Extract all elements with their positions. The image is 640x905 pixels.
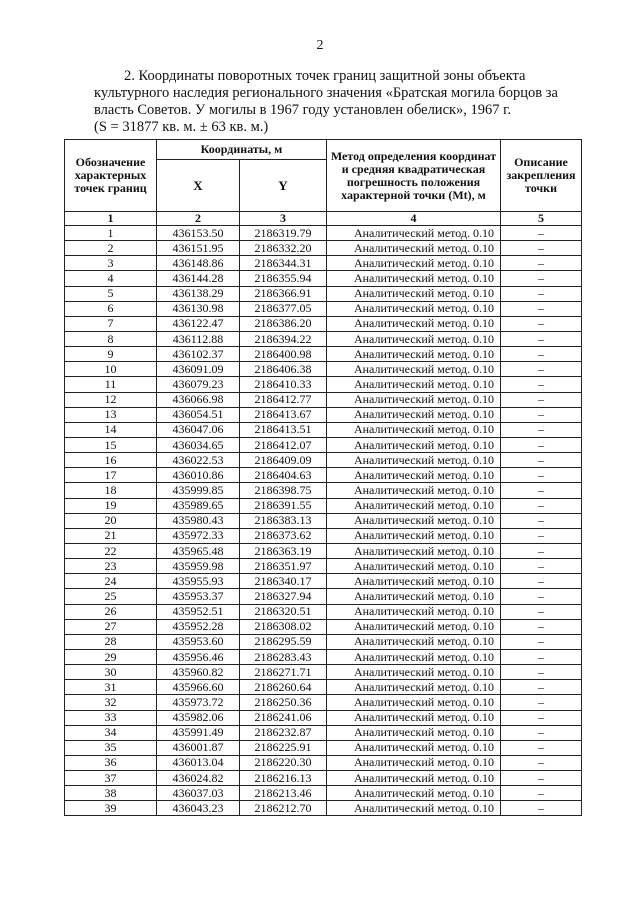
point-number-cell: 28: [65, 634, 157, 649]
y-coordinate-cell: 2186386.20: [240, 316, 327, 331]
method-cell: Аналитический метод. 0.10: [327, 619, 501, 634]
method-cell: Аналитический метод. 0.10: [327, 786, 501, 801]
description-cell: –: [501, 801, 582, 816]
description-cell: –: [501, 604, 582, 619]
point-number-cell: 24: [65, 574, 157, 589]
point-number-cell: 11: [65, 377, 157, 392]
x-coordinate-cell: 436022.53: [157, 453, 240, 468]
point-number-cell: 13: [65, 407, 157, 422]
method-cell: Аналитический метод. 0.10: [327, 725, 501, 740]
description-cell: –: [501, 498, 582, 513]
point-number-cell: 7: [65, 316, 157, 331]
y-coordinate-cell: 2186241.06: [240, 710, 327, 725]
method-cell: Аналитический метод. 0.10: [327, 755, 501, 770]
column-number: 1: [65, 212, 157, 226]
y-coordinate-cell: 2186225.91: [240, 740, 327, 755]
method-cell: Аналитический метод. 0.10: [327, 665, 501, 680]
description-cell: –: [501, 695, 582, 710]
x-coordinate-cell: 435952.28: [157, 619, 240, 634]
method-cell: Аналитический метод. 0.10: [327, 559, 501, 574]
point-number-cell: 22: [65, 543, 157, 558]
point-number-cell: 31: [65, 680, 157, 695]
method-cell: Аналитический метод. 0.10: [327, 316, 501, 331]
y-coordinate-cell: 2186340.17: [240, 574, 327, 589]
description-cell: –: [501, 771, 582, 786]
table-row: [65, 256, 582, 271]
point-number-cell: 19: [65, 498, 157, 513]
table-row: [65, 755, 582, 770]
description-cell: –: [501, 422, 582, 437]
y-coordinate-cell: 2186320.51: [240, 604, 327, 619]
table-row: [65, 786, 582, 801]
point-number-cell: 1: [65, 226, 157, 241]
header-x: X: [157, 160, 240, 212]
y-coordinate-cell: 2186232.87: [240, 725, 327, 740]
heading-line-2: культурного наследия регионального значения «Братская могила борцов за: [94, 85, 558, 101]
y-coordinate-cell: 2186410.33: [240, 377, 327, 392]
description-cell: –: [501, 710, 582, 725]
method-cell: Аналитический метод. 0.10: [327, 286, 501, 301]
point-number-cell: 30: [65, 665, 157, 680]
point-number-cell: 18: [65, 483, 157, 498]
y-coordinate-cell: 2186363.19: [240, 543, 327, 558]
table-row: [65, 574, 582, 589]
x-coordinate-cell: 435972.33: [157, 528, 240, 543]
table-row: [65, 528, 582, 543]
method-cell: Аналитический метод. 0.10: [327, 407, 501, 422]
y-coordinate-cell: 2186344.31: [240, 256, 327, 271]
description-cell: –: [501, 559, 582, 574]
x-coordinate-cell: 436153.50: [157, 226, 240, 241]
description-cell: –: [501, 786, 582, 801]
table-row: [65, 740, 582, 755]
description-cell: –: [501, 362, 582, 377]
x-coordinate-cell: 435966.60: [157, 680, 240, 695]
point-number-cell: 20: [65, 513, 157, 528]
x-coordinate-cell: 435999.85: [157, 483, 240, 498]
description-cell: –: [501, 619, 582, 634]
x-coordinate-cell: 436130.98: [157, 301, 240, 316]
x-coordinate-cell: 435952.51: [157, 604, 240, 619]
x-coordinate-cell: 436001.87: [157, 740, 240, 755]
table-row: [65, 392, 582, 407]
x-coordinate-cell: 435965.48: [157, 543, 240, 558]
point-number-cell: 15: [65, 437, 157, 452]
description-cell: –: [501, 437, 582, 452]
description-cell: –: [501, 680, 582, 695]
point-number-cell: 23: [65, 559, 157, 574]
y-coordinate-cell: 2186391.55: [240, 498, 327, 513]
description-cell: –: [501, 528, 582, 543]
y-coordinate-cell: 2186406.38: [240, 362, 327, 377]
coordinates-table: [64, 139, 582, 816]
header-coordinates: Координаты, м: [157, 140, 327, 160]
y-coordinate-cell: 2186295.59: [240, 634, 327, 649]
x-coordinate-cell: 436013.04: [157, 755, 240, 770]
table-row: [65, 543, 582, 558]
y-coordinate-cell: 2186400.98: [240, 347, 327, 362]
y-coordinate-cell: 2186412.77: [240, 392, 327, 407]
table-row: [65, 331, 582, 346]
table-row: [65, 241, 582, 256]
description-cell: –: [501, 649, 582, 664]
method-cell: Аналитический метод. 0.10: [327, 695, 501, 710]
y-coordinate-cell: 2186271.71: [240, 665, 327, 680]
y-coordinate-cell: 2186355.94: [240, 271, 327, 286]
method-cell: Аналитический метод. 0.10: [327, 271, 501, 286]
method-cell: Аналитический метод. 0.10: [327, 347, 501, 362]
point-number-cell: 29: [65, 649, 157, 664]
description-cell: –: [501, 589, 582, 604]
header-y: Y: [240, 160, 327, 212]
point-number-cell: 32: [65, 695, 157, 710]
x-coordinate-cell: 435953.60: [157, 634, 240, 649]
table-row: [65, 226, 582, 241]
table-row: [65, 377, 582, 392]
description-cell: –: [501, 331, 582, 346]
description-cell: –: [501, 468, 582, 483]
y-coordinate-cell: 2186212.70: [240, 801, 327, 816]
table-row: [65, 286, 582, 301]
method-cell: Аналитический метод. 0.10: [327, 498, 501, 513]
table-row: [65, 619, 582, 634]
column-number: 5: [501, 212, 582, 226]
point-number-cell: 12: [65, 392, 157, 407]
heading-line-4: (S = 31877 кв. м. ± 63 кв. м.): [94, 119, 269, 135]
x-coordinate-cell: 436122.47: [157, 316, 240, 331]
x-coordinate-cell: 435953.37: [157, 589, 240, 604]
table-row: [65, 649, 582, 664]
method-cell: Аналитический метод. 0.10: [327, 422, 501, 437]
point-number-cell: 17: [65, 468, 157, 483]
table-row: [65, 680, 582, 695]
description-cell: –: [501, 392, 582, 407]
description-cell: –: [501, 226, 582, 241]
method-cell: Аналитический метод. 0.10: [327, 771, 501, 786]
y-coordinate-cell: 2186412.07: [240, 437, 327, 452]
method-cell: Аналитический метод. 0.10: [327, 437, 501, 452]
point-number-cell: 3: [65, 256, 157, 271]
table-row: [65, 437, 582, 452]
description-cell: –: [501, 453, 582, 468]
method-cell: Аналитический метод. 0.10: [327, 331, 501, 346]
table-row: [65, 559, 582, 574]
point-number-cell: 16: [65, 453, 157, 468]
method-cell: Аналитический метод. 0.10: [327, 589, 501, 604]
x-coordinate-cell: 435991.49: [157, 725, 240, 740]
y-coordinate-cell: 2186377.05: [240, 301, 327, 316]
description-cell: –: [501, 543, 582, 558]
point-number-cell: 33: [65, 710, 157, 725]
method-cell: Аналитический метод. 0.10: [327, 453, 501, 468]
description-cell: –: [501, 347, 582, 362]
table-row: [65, 513, 582, 528]
x-coordinate-cell: 436102.37: [157, 347, 240, 362]
point-number-cell: 2: [65, 241, 157, 256]
method-cell: Аналитический метод. 0.10: [327, 392, 501, 407]
table-row: [65, 589, 582, 604]
table-row: [65, 407, 582, 422]
table-row: [65, 725, 582, 740]
x-coordinate-cell: 435955.93: [157, 574, 240, 589]
x-coordinate-cell: 436138.29: [157, 286, 240, 301]
x-coordinate-cell: 436034.65: [157, 437, 240, 452]
method-cell: Аналитический метод. 0.10: [327, 543, 501, 558]
method-cell: Аналитический метод. 0.10: [327, 513, 501, 528]
table-row: [65, 634, 582, 649]
description-cell: –: [501, 725, 582, 740]
description-cell: –: [501, 513, 582, 528]
table-row: [65, 422, 582, 437]
x-coordinate-cell: 435989.65: [157, 498, 240, 513]
table-row: [65, 271, 582, 286]
point-number-cell: 35: [65, 740, 157, 755]
y-coordinate-cell: 2186213.46: [240, 786, 327, 801]
description-cell: –: [501, 377, 582, 392]
header-description: Описание закрепления точки: [501, 140, 582, 212]
x-coordinate-cell: 436151.95: [157, 241, 240, 256]
table-row: [65, 498, 582, 513]
table-row: [65, 483, 582, 498]
x-coordinate-cell: 435956.46: [157, 649, 240, 664]
y-coordinate-cell: 2186327.94: [240, 589, 327, 604]
table-row: [65, 468, 582, 483]
x-coordinate-cell: 436024.82: [157, 771, 240, 786]
y-coordinate-cell: 2186366.91: [240, 286, 327, 301]
y-coordinate-cell: 2186409.09: [240, 453, 327, 468]
description-cell: –: [501, 256, 582, 271]
x-coordinate-cell: 436037.03: [157, 786, 240, 801]
point-number-cell: 34: [65, 725, 157, 740]
method-cell: Аналитический метод. 0.10: [327, 226, 501, 241]
y-coordinate-cell: 2186398.75: [240, 483, 327, 498]
x-coordinate-cell: 435973.72: [157, 695, 240, 710]
description-cell: –: [501, 634, 582, 649]
table-row: [65, 665, 582, 680]
y-coordinate-cell: 2186250.36: [240, 695, 327, 710]
point-number-cell: 26: [65, 604, 157, 619]
y-coordinate-cell: 2186394.22: [240, 331, 327, 346]
column-number: 3: [240, 212, 327, 226]
y-coordinate-cell: 2186351.97: [240, 559, 327, 574]
heading-line-3: власть Советов. У могилы в 1967 году установлен обелиск», 1967 г.: [94, 102, 512, 118]
y-coordinate-cell: 2186319.79: [240, 226, 327, 241]
y-coordinate-cell: 2186413.67: [240, 407, 327, 422]
table-row: [65, 453, 582, 468]
description-cell: –: [501, 665, 582, 680]
x-coordinate-cell: 435959.98: [157, 559, 240, 574]
point-number-cell: 8: [65, 331, 157, 346]
point-number-cell: 6: [65, 301, 157, 316]
point-number-cell: 37: [65, 771, 157, 786]
y-coordinate-cell: 2186308.02: [240, 619, 327, 634]
section-heading: [94, 68, 576, 136]
table-row: [65, 301, 582, 316]
method-cell: Аналитический метод. 0.10: [327, 377, 501, 392]
column-number: 2: [157, 212, 240, 226]
point-number-cell: 38: [65, 786, 157, 801]
x-coordinate-cell: 435960.82: [157, 665, 240, 680]
x-coordinate-cell: 436112.88: [157, 331, 240, 346]
description-cell: –: [501, 740, 582, 755]
y-coordinate-cell: 2186283.43: [240, 649, 327, 664]
x-coordinate-cell: 435980.43: [157, 513, 240, 528]
table-row: [65, 362, 582, 377]
point-number-cell: 25: [65, 589, 157, 604]
column-number: 4: [327, 212, 501, 226]
y-coordinate-cell: 2186260.64: [240, 680, 327, 695]
method-cell: Аналитический метод. 0.10: [327, 362, 501, 377]
description-cell: –: [501, 286, 582, 301]
table-body: [65, 226, 582, 816]
description-cell: –: [501, 407, 582, 422]
description-cell: –: [501, 301, 582, 316]
x-coordinate-cell: 436144.28: [157, 271, 240, 286]
method-cell: Аналитический метод. 0.10: [327, 574, 501, 589]
description-cell: –: [501, 755, 582, 770]
method-cell: Аналитический метод. 0.10: [327, 680, 501, 695]
description-cell: –: [501, 241, 582, 256]
table-row: [65, 316, 582, 331]
x-coordinate-cell: 436091.09: [157, 362, 240, 377]
method-cell: Аналитический метод. 0.10: [327, 604, 501, 619]
point-number-cell: 10: [65, 362, 157, 377]
method-cell: Аналитический метод. 0.10: [327, 528, 501, 543]
table-row: [65, 604, 582, 619]
page-number: 2: [316, 38, 324, 53]
table-row: [65, 347, 582, 362]
description-cell: –: [501, 271, 582, 286]
description-cell: –: [501, 483, 582, 498]
table-row: [65, 695, 582, 710]
x-coordinate-cell: 436148.86: [157, 256, 240, 271]
method-cell: Аналитический метод. 0.10: [327, 483, 501, 498]
x-coordinate-cell: 436079.23: [157, 377, 240, 392]
header-method: Метод определения координат и средняя квадратическая погрешность положения характерной точки (Mt), м: [327, 140, 501, 212]
y-coordinate-cell: 2186404.63: [240, 468, 327, 483]
x-coordinate-cell: 436047.06: [157, 422, 240, 437]
description-cell: –: [501, 316, 582, 331]
method-cell: Аналитический метод. 0.10: [327, 801, 501, 816]
method-cell: Аналитический метод. 0.10: [327, 468, 501, 483]
header-point: Обозначение характерных точек границ: [65, 140, 157, 212]
table-row: [65, 801, 582, 816]
x-coordinate-cell: 436066.98: [157, 392, 240, 407]
point-number-cell: 21: [65, 528, 157, 543]
y-coordinate-cell: 2186220.30: [240, 755, 327, 770]
method-cell: Аналитический метод. 0.10: [327, 710, 501, 725]
method-cell: Аналитический метод. 0.10: [327, 301, 501, 316]
point-number-cell: 36: [65, 755, 157, 770]
y-coordinate-cell: 2186383.13: [240, 513, 327, 528]
x-coordinate-cell: 436054.51: [157, 407, 240, 422]
method-cell: Аналитический метод. 0.10: [327, 740, 501, 755]
description-cell: –: [501, 574, 582, 589]
method-cell: Аналитический метод. 0.10: [327, 649, 501, 664]
x-coordinate-cell: 435982.06: [157, 710, 240, 725]
heading-line-1: 2. Координаты поворотных точек границ защитной зоны объекта: [124, 68, 526, 84]
point-number-cell: 4: [65, 271, 157, 286]
table-row: [65, 710, 582, 725]
x-coordinate-cell: 436010.86: [157, 468, 240, 483]
point-number-cell: 5: [65, 286, 157, 301]
method-cell: Аналитический метод. 0.10: [327, 241, 501, 256]
point-number-cell: 9: [65, 347, 157, 362]
method-cell: Аналитический метод. 0.10: [327, 256, 501, 271]
y-coordinate-cell: 2186332.20: [240, 241, 327, 256]
point-number-cell: 14: [65, 422, 157, 437]
method-cell: Аналитический метод. 0.10: [327, 634, 501, 649]
y-coordinate-cell: 2186216.13: [240, 771, 327, 786]
point-number-cell: 27: [65, 619, 157, 634]
point-number-cell: 39: [65, 801, 157, 816]
table-row: [65, 771, 582, 786]
y-coordinate-cell: 2186413.51: [240, 422, 327, 437]
x-coordinate-cell: 436043.23: [157, 801, 240, 816]
y-coordinate-cell: 2186373.62: [240, 528, 327, 543]
